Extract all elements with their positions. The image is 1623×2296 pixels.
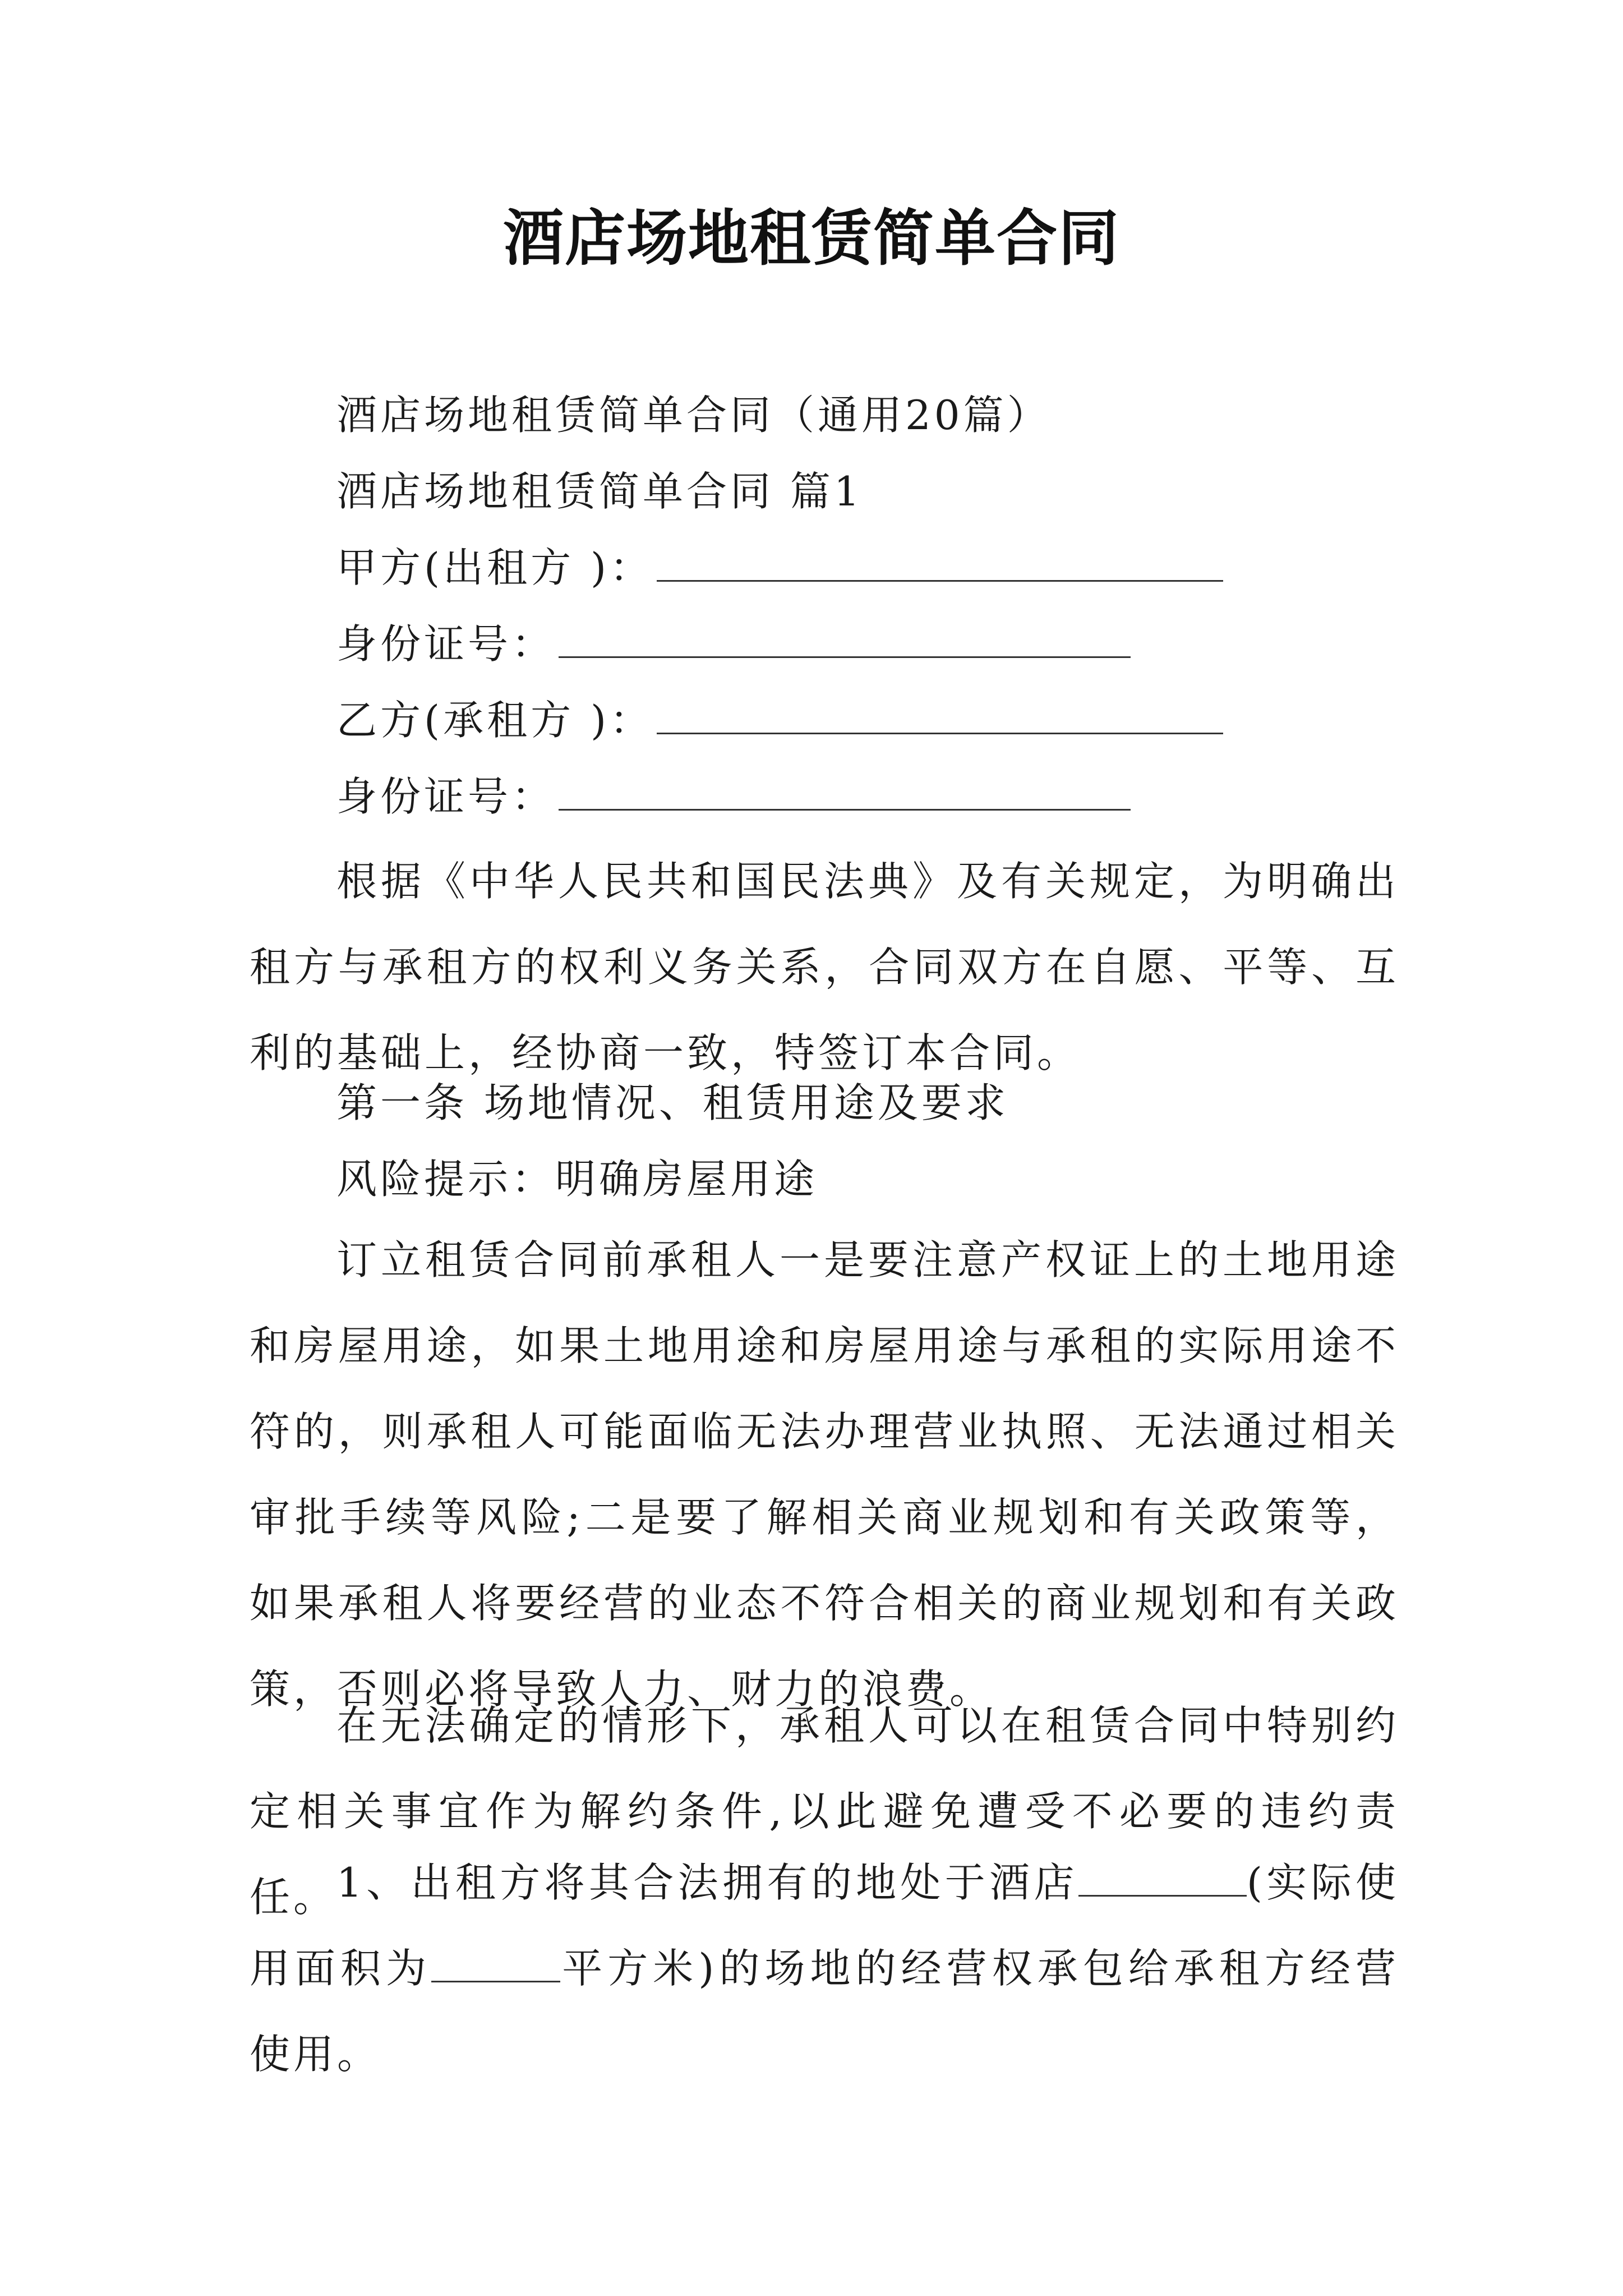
document-subtitle: 酒店场地租赁简单合同（通用20篇） (336, 392, 1051, 439)
party-a-row (336, 540, 1223, 596)
party-a-label: 甲方(出租方 )： (336, 544, 654, 591)
party-a-blank (657, 569, 1223, 582)
party-b-label: 乙方(承租方 )： (336, 697, 654, 744)
clause-1-part-b: (实际使用面积为 (250, 1859, 1399, 1992)
party-a-id-blank (559, 645, 1131, 658)
document-title: 酒店场地租赁简单合同 (502, 203, 1120, 274)
area-blank (431, 1970, 560, 1982)
party-b-id-blank (559, 798, 1131, 811)
party-b-row (336, 692, 1223, 748)
party-b-id-label: 身份证号： (336, 773, 556, 820)
party-a-id-label: 身份证号： (336, 620, 556, 668)
clause-1-part-a: 1、出租方将其合法拥有的地处于酒店 (336, 1859, 1078, 1906)
intro-paragraph: 根据《中华人民共和国民法典》及有关规定，为明确出租方与承租方的权利义务关系，合同双方在自愿、平等、互利的基础上，经协商一致，特签订本合同。 (250, 858, 1399, 1076)
party-b-blank (657, 721, 1223, 734)
risk-paragraph-1: 订立租赁合同前承租人一是要注意产权证上的土地用途和房屋用途，如果土地用途和房屋用途与承租的实际用途不符的，则承租人可能面临无法办理营业执照、无法通过相关审批手续等风险;二是要了解相关商业规划和有关政策等，如果承租人将要经营的业态不符合相关的商业规划和有关政策，否则必将导致人力、财力的浪费。 (250, 1236, 1399, 1713)
clause-1-paragraph (250, 1840, 1399, 2097)
party-b-id-row (336, 769, 1131, 825)
article-1-heading: 第一条 场地情况、租赁用途及要求 (336, 1079, 1009, 1126)
clause-1-part-c: 平方米)的场地的经营权承包给承租方经营使用。 (250, 1945, 1399, 2078)
hotel-location-blank (1078, 1884, 1247, 1897)
chapter-heading: 酒店场地租赁简单合同 篇1 (336, 468, 863, 515)
risk-heading: 风险提示：明确房屋用途 (336, 1156, 818, 1203)
party-a-id-row (336, 616, 1131, 672)
risk-paragraph-2: 在无法确定的情形下，承租人可以在租赁合同中特别约定相关事宜作为解约条件,以此避免遭受不必要的违约责任。 (250, 1702, 1399, 1921)
